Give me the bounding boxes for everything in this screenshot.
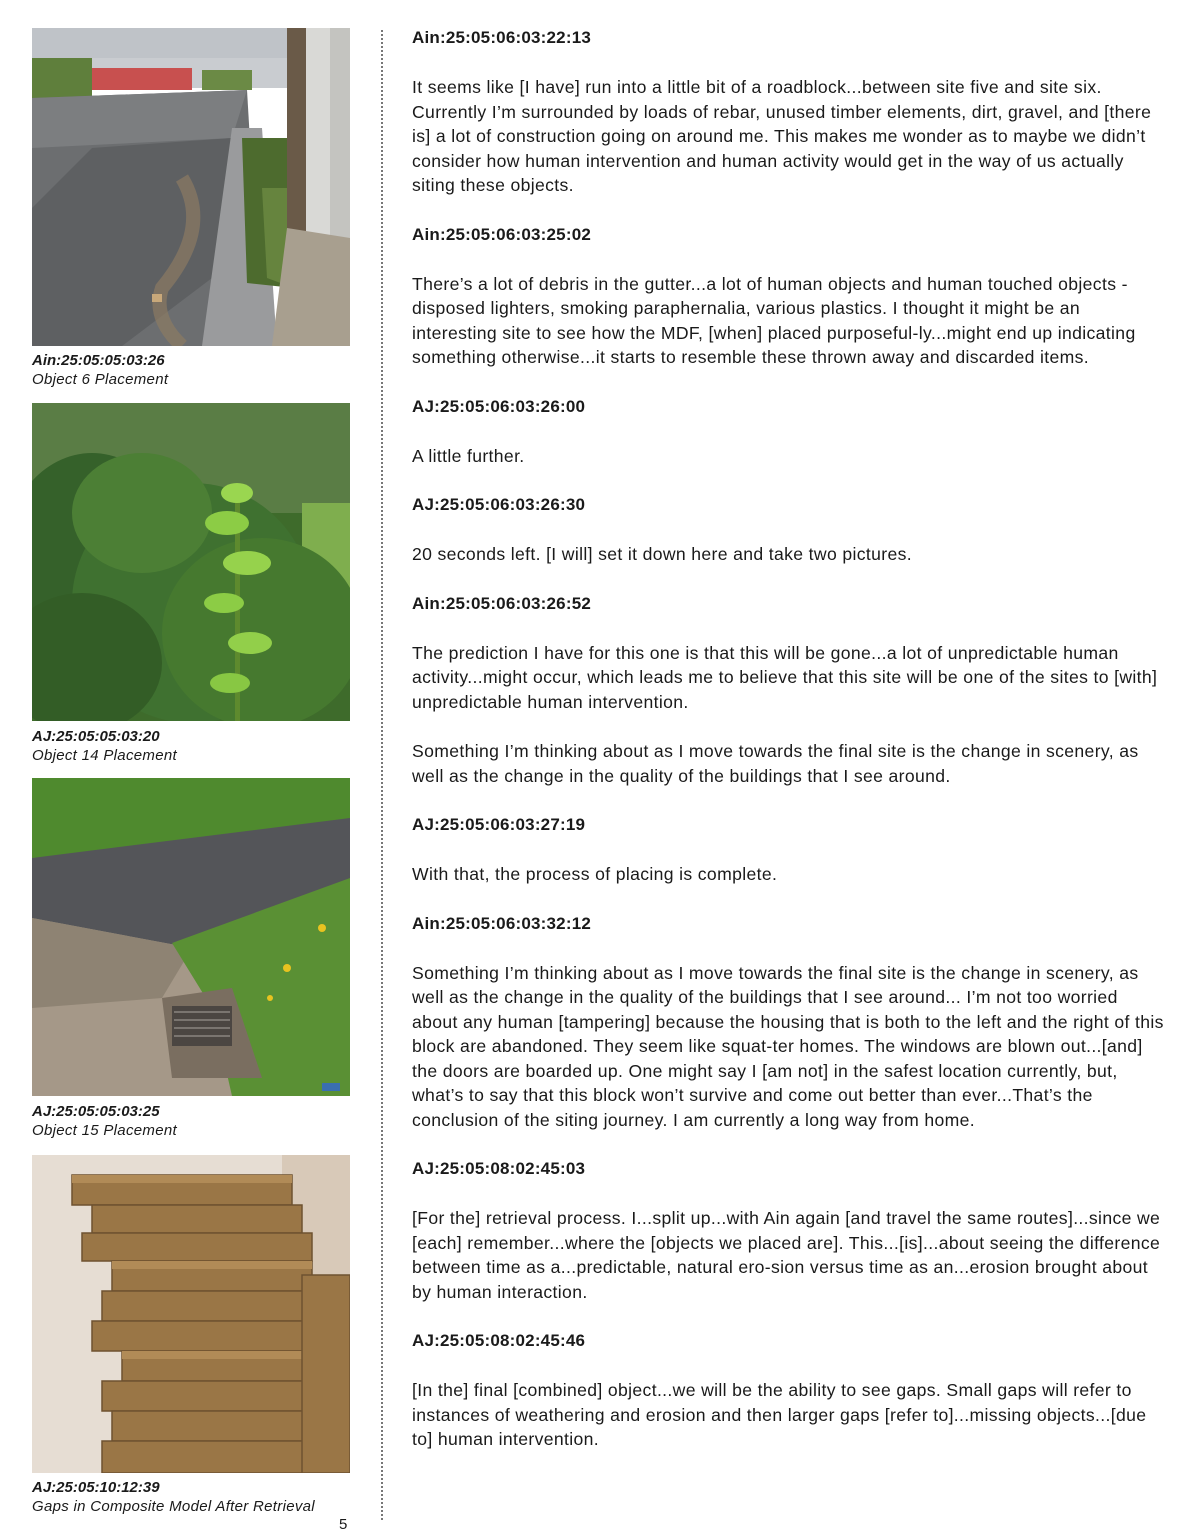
figure-1-id: Ain:25:05:05:03:26 [32, 352, 165, 369]
figure-photo-4 [32, 1155, 350, 1473]
entry-timestamp: AJ:25:05:06:03:27:19 [412, 815, 586, 834]
entry-text: Something I’m thinking about as I move towards the final site is the change in scenery, as well as the change in the quality of the buildings that I see around. [412, 741, 1139, 786]
column-divider [381, 30, 383, 1520]
entry-text: [For the] retrieval process. I...split up...with Ain again [and travel the same routes]...since we [each] remember...where the [objects we placed are]. This...[is]...about seeing the difference between time as a...predictable, natural ero-sion versus time as an...erosion brought about by human interaction. [412, 1208, 1161, 1302]
shrub-photo [32, 403, 350, 721]
figure-2-id: AJ:25:05:05:03:20 [32, 728, 160, 745]
entry-timestamp: AJ:25:05:08:02:45:03 [412, 1159, 586, 1178]
transcript-entry [412, 592, 1164, 789]
figure-2-title: Object 14 Placement [32, 747, 177, 764]
entry-text: A little further. [412, 445, 525, 466]
entry-timestamp: AJ:25:05:08:02:45:46 [412, 1331, 586, 1350]
stacked-mdf-photo [32, 1155, 350, 1473]
entry-timestamp: Ain:25:05:06:03:22:13 [412, 28, 592, 47]
transcript-column [412, 26, 1164, 1477]
entry-timestamp: Ain:25:05:06:03:25:02 [412, 224, 592, 244]
entry-text: Something I’m thinking about as I move towards the final site is the change in scenery, as well as the change in the quality of the buildings that I see around... I’m not too worried about any human [tampering] because the housing that is both to the left and the right of this block are abandoned. They seem like squat-ter homes. The windows are blown out...[and] the doors are boarded up. One might say I [am not] in the safest location currently, but, what’s to say that this block won’t survive and come out better than ever...That’s the conclusion of the siting journey. I am currently a long way from home. [412, 962, 1164, 1130]
transcript-entry [412, 395, 1164, 469]
entry-text: [In the] final [combined] object...we will be the ability to see gaps. Small gaps will refer to instances of weathering and erosion and then larger gaps [refer to]...missing objects...[due to] human intervention. [412, 1380, 1147, 1449]
entry-text: With that, the process of placing is complete. [412, 864, 778, 884]
figure-3-id: AJ:25:05:05:03:25 [32, 1103, 160, 1120]
transcript-entry [412, 223, 1164, 370]
entry-timestamp: AJ:25:05:06:03:26:30 [412, 495, 586, 514]
entry-timestamp: AJ:25:05:06:03:26:00 [412, 396, 586, 416]
figure-3-title: Object 15 Placement [32, 1122, 177, 1139]
entry-timestamp: Ain:25:05:06:03:32:12 [412, 913, 592, 933]
page-number: 5 [339, 1516, 348, 1533]
entry-text: The prediction I have for this one is that this will be gone...a lot of unpredictable human activity...might occur, which leads me to believe that this site will be one of the sites to [with] unpredictable human intervention. [412, 642, 1158, 712]
figure-photo-2 [32, 403, 350, 721]
figure-photo-1 [32, 28, 350, 346]
transcript-entry [412, 1157, 1164, 1304]
transcript-entry [412, 493, 1164, 567]
entry-text: It seems like [I have] run into a little bit of a roadblock...between site five and site six. Currently I’m surrounded by loads of rebar, unused timber elements, dirt, gravel, and [there is] a lot of construction going on around me. This makes me wonder as to maybe we didn’t consider how human intervention and human activity would get in the way of us actually siting these objects. [412, 77, 1152, 195]
street-gutter-photo [32, 28, 350, 346]
transcript-entry [412, 912, 1164, 1133]
figure-photo-3 [32, 778, 350, 1096]
drain-grate-photo [32, 778, 350, 1096]
transcript-entry [412, 1329, 1164, 1452]
figure-4-title: Gaps in Composite Model After Retrieval [32, 1498, 315, 1515]
entry-text: There’s a lot of debris in the gutter...a lot of human objects and human touched objects - disposed lighters, smoking paraphernalia, various plastics. I thought it might be an interesting site to see how the MDF, [when] placed purposeful-ly...might end up indicating something otherwise...it starts to resemble these thrown away and discarded items. [412, 273, 1136, 367]
transcript-entry [412, 813, 1164, 887]
transcript-entry [412, 26, 1164, 198]
figure-1-title: Object 6 Placement [32, 371, 169, 388]
figure-4-id: AJ:25:05:10:12:39 [32, 1479, 160, 1496]
entry-timestamp: Ain:25:05:06:03:26:52 [412, 593, 592, 613]
entry-text: 20 seconds left. [I will] set it down here and take two pictures. [412, 544, 912, 564]
